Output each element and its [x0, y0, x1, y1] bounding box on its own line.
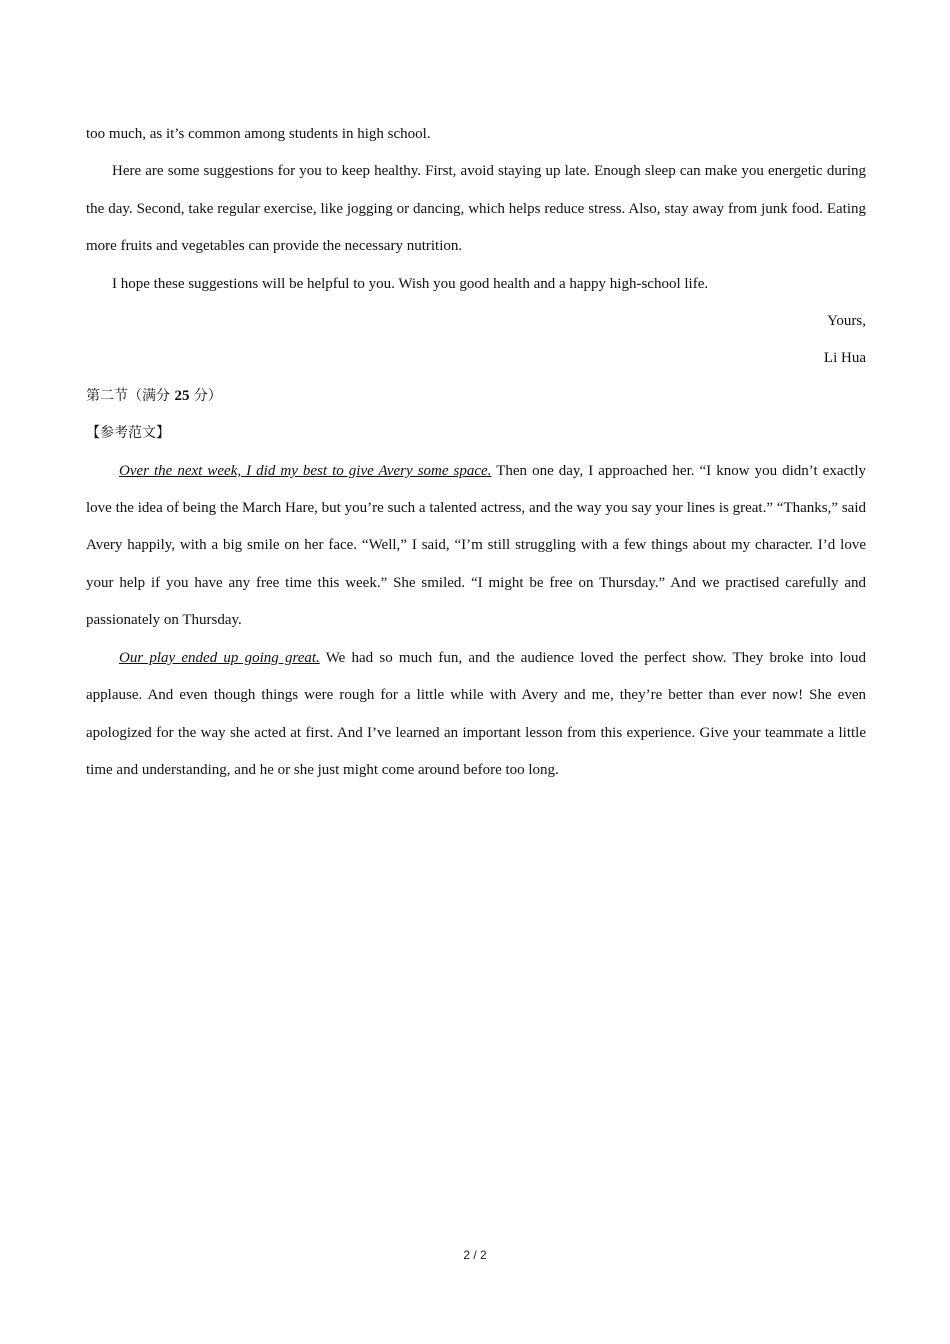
page-number: 2 / 2	[463, 1248, 487, 1262]
section-heading-score: 25	[174, 387, 190, 404]
page-content	[86, 116, 866, 789]
essay-paragraph-2	[86, 640, 866, 790]
essay-paragraph-2-body: We had so much fun, and the audience loved the perfect show. They broke into loud applause. And even though things were rough for a little while with Avery and me, they’re better than ever now! She even apologized for the way she acted at first. And I’ve learned an important lesson from this experience. Give your teammate a little time and understanding, and he or she just might come around before too long.	[86, 649, 866, 778]
reference-label: 【参考范文】	[86, 425, 170, 442]
essay-paragraph-1-body: Then one day, I approached her. “I know you didn’t exactly love the idea of being the March Hare, but you’re such a talented actress, and the way you say your lines is great.” “Thanks,” said Avery happily, with a big smile on her face. “Well,” I said, “I’m still struggling with a few things about my character. I’d love your help if you have any free time this week.” She smiled. “I might be free on Thursday.” And we practised carefully and passionately on Thursday.	[86, 462, 866, 629]
section-heading-prefix: 第二节（满分	[86, 387, 175, 404]
essay-paragraph-1	[86, 453, 866, 640]
letter-paragraph-suggestions: Here are some suggestions for you to keep healthy. First, avoid staying up late. Enough sleep can make you energetic during the day. Second, take regular exercise, like jogging or dancing, which helps reduce stress. Also, stay away from junk food. Eating more fruits and vegetables can provide the necessary nutrition.	[86, 163, 866, 255]
essay-paragraph-2-lead: Our play ended up going great.	[119, 649, 320, 666]
letter-closing: Yours,	[827, 313, 866, 330]
essay-paragraph-1-lead: Over the next week, I did my best to give Avery some space.	[119, 462, 492, 479]
letter-paragraph-hope: I hope these suggestions will be helpful to you. Wish you good health and a happy high-school life.	[112, 275, 709, 292]
section-heading	[86, 378, 866, 415]
section-heading-suffix: 分）	[189, 387, 222, 404]
letter-continuation: too much, as it’s common among students in high school.	[86, 126, 431, 142]
letter-signature: Li Hua	[823, 350, 866, 367]
